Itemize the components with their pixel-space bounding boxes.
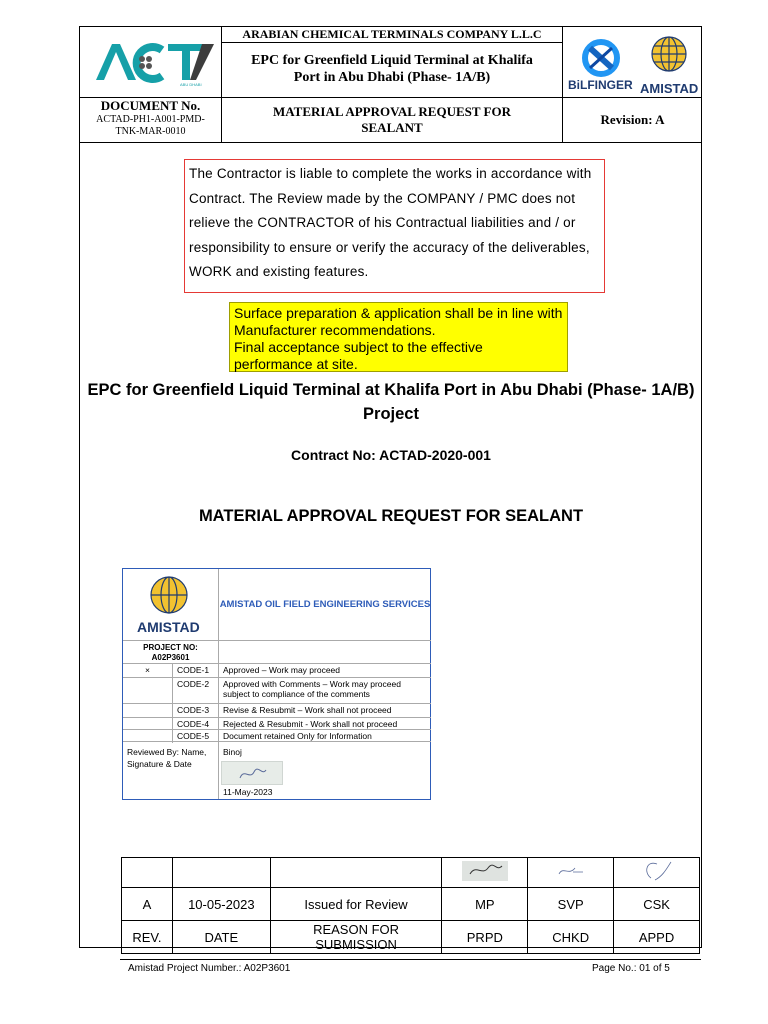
- amistad-logo-text: AMISTAD: [640, 81, 699, 96]
- stamp-logo-text: AMISTAD: [137, 619, 200, 635]
- chkd-signature: [528, 858, 614, 888]
- column-header: REV.: [122, 921, 173, 954]
- review-comment-note[interactable]: [229, 302, 568, 372]
- footer-project-number: Amistad Project Number.: A02P3601: [128, 963, 291, 974]
- code-check: ×: [123, 664, 173, 677]
- header-document-title: MATERIAL APPROVAL REQUEST FOR SEALANT: [272, 104, 512, 135]
- column-header: REASON FOR SUBMISSION: [270, 921, 442, 954]
- table-cell: SVP: [528, 888, 614, 921]
- act-logo-sub: ABU DHABI: [180, 82, 202, 87]
- stamp-code-row: [123, 663, 431, 677]
- stamp-project-no: [123, 641, 219, 663]
- act-logo: [92, 38, 217, 88]
- stamp-logo: [123, 569, 219, 641]
- revision-label: Revision: A: [600, 112, 665, 127]
- code-label: CODE-3: [173, 704, 219, 717]
- stamp-code-row: [123, 703, 431, 717]
- amistad-logo: [636, 30, 702, 96]
- code-desc: Revise & Resubmit – Work shall not proceed: [223, 705, 392, 715]
- project-heading: EPC for Greenfield Liquid Terminal at Khalifa Port in Abu Dhabi (Phase- 1A/B) Project: [87, 381, 695, 423]
- table-cell: [270, 858, 442, 888]
- approval-stamp: [122, 568, 431, 800]
- code-label: CODE-1: [173, 664, 219, 677]
- document-title: MATERIAL APPROVAL REQUEST FOR SEALANT: [198, 507, 584, 525]
- column-header: DATE: [172, 921, 270, 954]
- code-desc: Rejected & Resubmit - Work shall not proceed: [223, 719, 398, 729]
- bilfinger-logo-text: BiLFINGER: [568, 78, 633, 92]
- header-project-title: EPC for Greenfield Liquid Terminal at Khalifa Port in Abu Dhabi (Phase- 1A/B): [251, 53, 533, 85]
- contract-number: Contract No: ACTAD-2020-001: [291, 447, 491, 463]
- review-date: 11-May-2023: [223, 787, 273, 797]
- reviewer-name: Binoj: [219, 741, 431, 799]
- reviewed-by-label: Reviewed By: Name, Signature & Date: [123, 741, 219, 799]
- stamp-firm-name: AMISTAD OIL FIELD ENGINEERING SERVICES: [219, 569, 431, 641]
- code-label: CODE-5: [173, 730, 219, 743]
- project-no-label: PROJECT NO:: [143, 643, 198, 652]
- code-check: [123, 704, 173, 717]
- signature-row: [122, 858, 700, 888]
- company-name: ARABIAN CHEMICAL TERMINALS COMPANY L.L.C: [222, 27, 562, 43]
- note-line: Surface preparation & application shall be in line with Manufacturer recommendations.: [234, 305, 563, 338]
- column-header: CHKD: [528, 921, 614, 954]
- table-cell: [172, 858, 270, 888]
- document-number: ACTAD-PH1-A001-PMD-TNK-MAR-0010: [96, 114, 205, 137]
- bilfinger-logo: [566, 38, 636, 94]
- table-cell: [122, 858, 173, 888]
- table-cell: CSK: [614, 888, 700, 921]
- code-desc: Document retained Only for Information: [223, 731, 372, 741]
- appd-signature: [614, 858, 700, 888]
- column-header: APPD: [614, 921, 700, 954]
- column-header: PRPD: [442, 921, 528, 954]
- code-label: CODE-4: [173, 718, 219, 731]
- code-desc: Approved with Comments – Work may proceed subject to compliance of the comments: [223, 679, 401, 699]
- reviewer-signature: [221, 761, 283, 785]
- contractor-disclaimer: The Contractor is liable to complete the works in accordance with Contract. The Review made by the COMPANY / PMC does not relieve the CONTRACTOR of his Contractual liabilities and / or responsibility to ensure or verify the accuracy of the deliverables, WORK and existing features.: [184, 159, 605, 293]
- revision-table: [121, 857, 700, 954]
- table-cell: 10-05-2023: [172, 888, 270, 921]
- table-cell: Issued for Review: [270, 888, 442, 921]
- footer-divider: [120, 959, 701, 960]
- prpd-signature: [442, 858, 528, 888]
- code-check: [123, 678, 173, 703]
- footer-page-number: Page No.: 01 of 5: [592, 963, 670, 974]
- document-number-label: DOCUMENT No.: [100, 98, 201, 113]
- table-row: [122, 888, 700, 921]
- stamp-code-row: [123, 677, 431, 703]
- table-cell: MP: [442, 888, 528, 921]
- project-no-value: A02P3601: [151, 653, 190, 662]
- table-header-row: [122, 921, 700, 954]
- code-label: CODE-2: [173, 678, 219, 703]
- note-line: Final acceptance subject to the effective performance at site.: [234, 339, 483, 372]
- code-desc: Approved – Work may proceed: [223, 665, 341, 675]
- table-cell: A: [122, 888, 173, 921]
- header-divider: [79, 142, 702, 143]
